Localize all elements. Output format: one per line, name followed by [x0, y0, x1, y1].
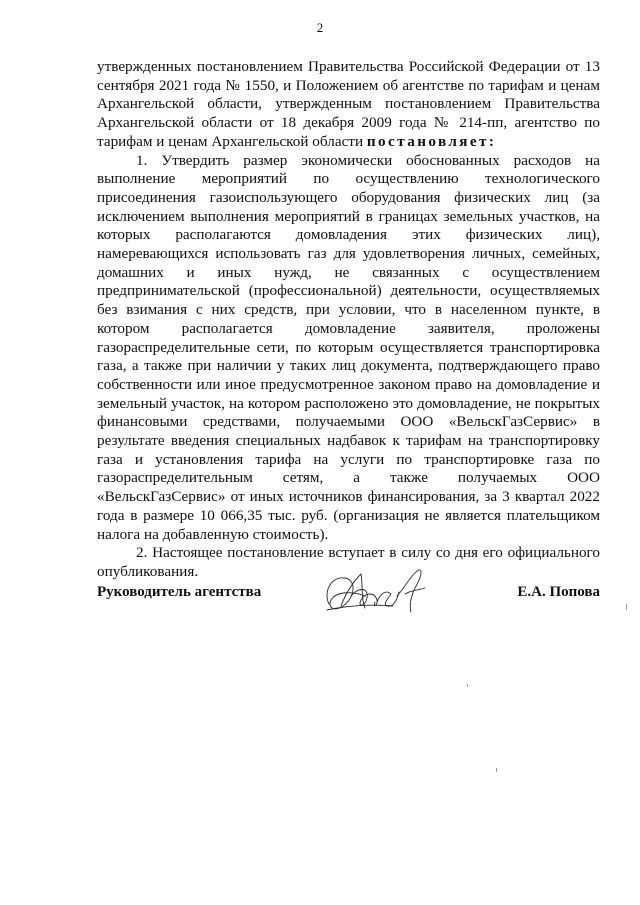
signature-block: [97, 566, 600, 626]
item-2-paragraph: 2. Настоящее постановление вступает в силу со дня его официального опубликования.: [97, 544, 600, 580]
handwritten-signature: [321, 566, 431, 618]
intro-paragraph: [97, 58, 600, 152]
signer-name: Е.А. Попова: [517, 584, 600, 600]
document-body: [97, 58, 600, 582]
intro-text: утвержденных постановлением Правительства Российской Федерации от 13 сентября 2021 года № 1550, и Положением об агентстве по тарифам и ценам Архангельской области, утвержденным постановлением Правительства Архангельской области от 18 декабря 2009 года № 214-пп, агентство по тарифам и ценам Архангельской области: [97, 58, 600, 150]
scan-mark: [496, 768, 497, 772]
page-number: 2: [316, 20, 324, 35]
scan-mark: [467, 684, 468, 687]
scan-mark: [626, 604, 627, 610]
intro-keyword: постановляет:: [366, 132, 497, 150]
item-1-paragraph: 1. Утвердить размер экономически обоснованных расходов на выполнение мероприятий по осуществлению технологического присоединения газоиспользующего оборудования физических лиц (за исключением выполнения мероприятий в границах земельных участков, на которых располагаются домовладения этих физических лиц), намеревающихся использовать газ для удовлетворения личных, семейных, домашних и иных нужд, не связанных с осуществлением предпринимательской (профессиональной) деятельности, осуществляемых без взимания с них средств, при условии, что в населенном пункте, в котором располагается домовладение заявителя, проложены газораспределительные сети, по которым осуществляется транспортировка газа, а также при наличии у таких лиц документа, подтверждающего право собственности или иное предусмотренное законом право на домовладение и земельный участок, на котором расположено это домовладение, не покрытых финансовыми средствами, получаемыми ООО «ВельскГазСервис» в результате введения специальных надбавок к тарифам на транспортировку газа и установления тарифа на услуги по транспортировке газа по газораспределительным сетям, а также получаемых ООО «ВельскГазСервис» от иных источников финансирования, за 3 квартал 2022 года в размере 10 066,35 тыс. руб. (организация не является плательщиком налога на добавленную стоимость).: [97, 151, 600, 543]
signer-title: Руководитель агентства: [97, 584, 262, 600]
